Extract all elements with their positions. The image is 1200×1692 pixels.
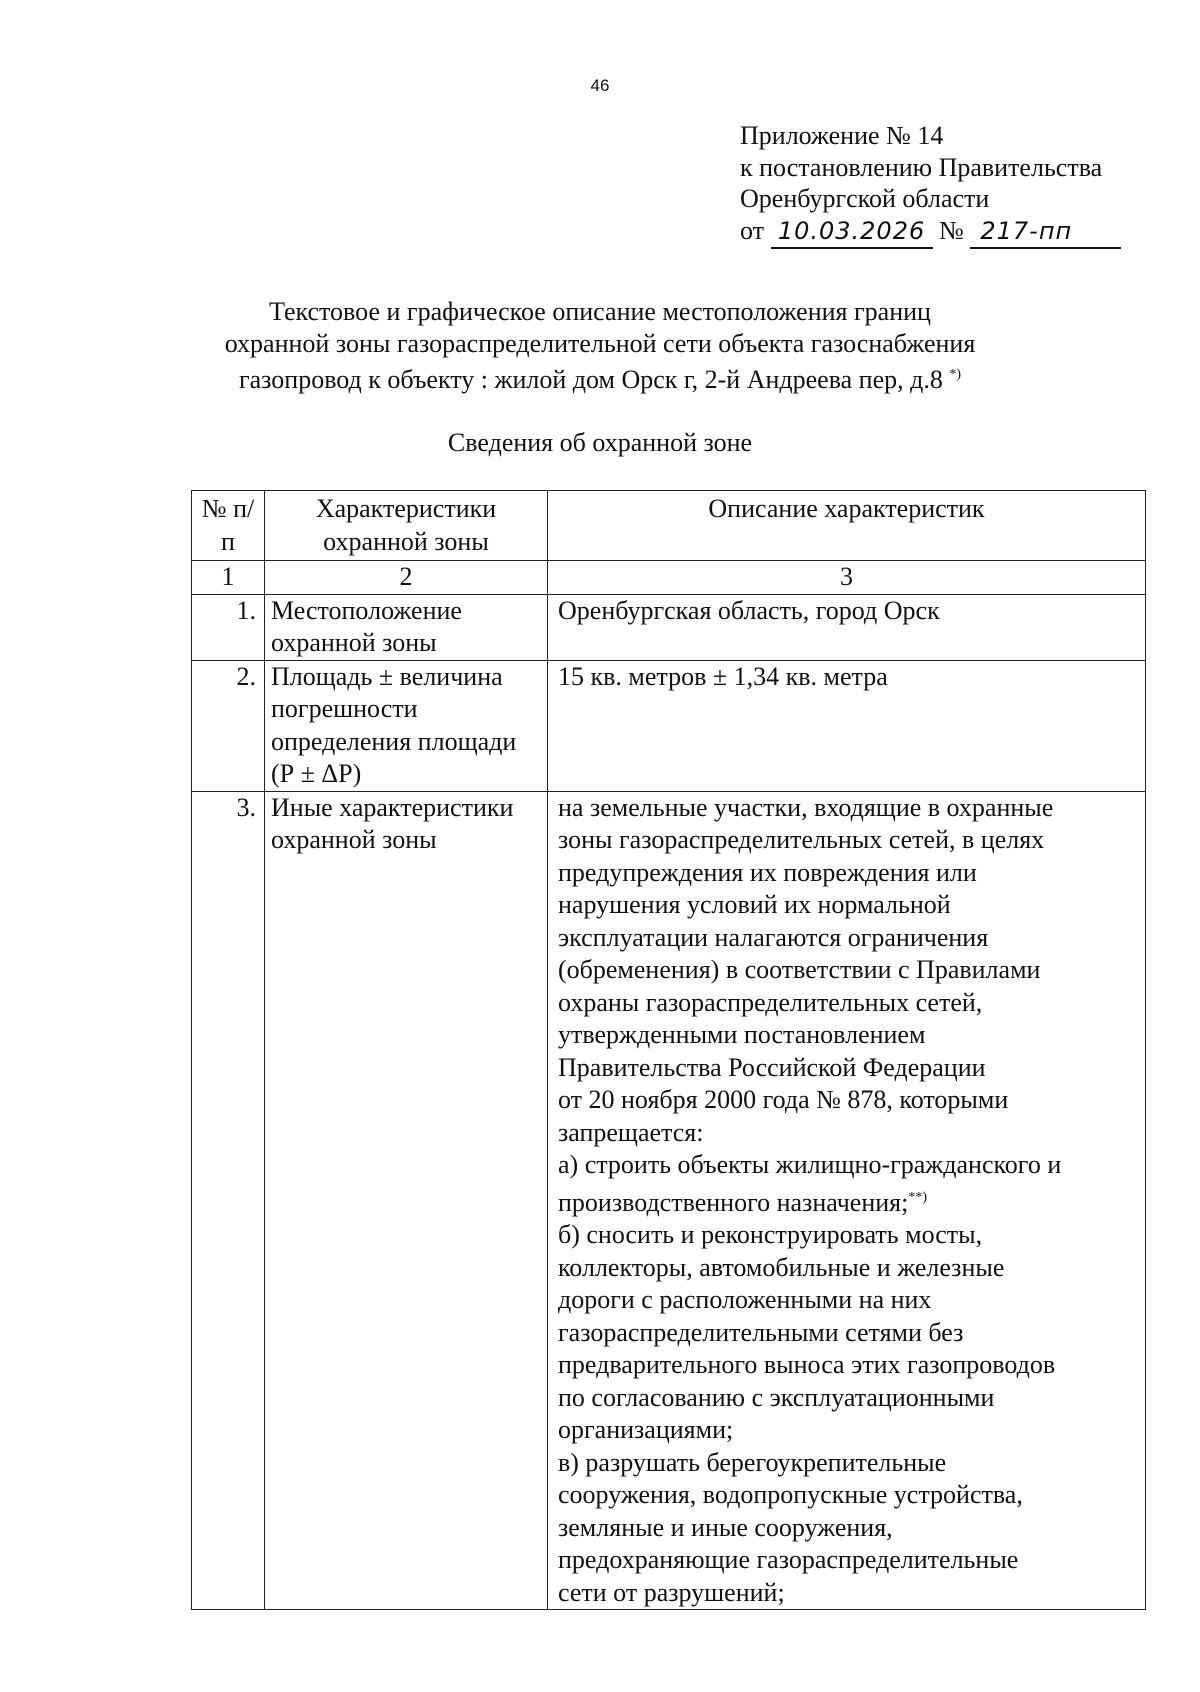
description-line: на земельные участки, входящие в охранные (558, 792, 1054, 822)
appendix-line-3: Оренбургской области (740, 184, 990, 213)
title-footnote-mark: *) (949, 367, 962, 382)
description-line: по согласованию с эксплуатационными (558, 1382, 995, 1412)
description-line: сети от разрушений; (558, 1577, 785, 1607)
appendix-block (740, 120, 1121, 249)
row-number: 1. (192, 594, 265, 660)
description-line: предохраняющие газораспределительные (558, 1545, 1019, 1574)
description-line: сооружения, водопропускные устройства, (558, 1480, 1023, 1509)
row-number: 2. (192, 660, 265, 791)
row-description (548, 791, 1146, 1610)
title-line-2: охранной зоны газораспределительной сети объекта газоснабжения (224, 328, 976, 358)
description-line: а) строить объекты жилищно-гражданского и (558, 1150, 1062, 1179)
table-header-row (192, 491, 1146, 561)
description-line: в) разрушать берегоукрепительные (558, 1447, 947, 1477)
page-number: 46 (590, 76, 610, 95)
description-line: запрещается: (558, 1117, 704, 1147)
title-line-3-text: газопровод к объекту : жилой дом Орск г, 2-й Андреева пер, д.8 (238, 365, 943, 394)
description-line: предварительного выноса этих газопроводов (558, 1350, 1056, 1379)
from-label: от (740, 215, 765, 245)
table-row (192, 791, 1146, 1610)
description-line: эксплуатации налагаются ограничения (558, 922, 989, 952)
appendix-line-4 (740, 215, 1121, 250)
header-cell-num: № п/п (192, 491, 265, 561)
row-characteristic: Площадь ± величина погрешности определения площади (Р ± ΔР) (265, 660, 548, 791)
description-line: организациями; (558, 1415, 734, 1444)
description-line: Правительства Российской Федерации (558, 1052, 986, 1082)
description-line-with-footnote (558, 1182, 1139, 1220)
row-description (548, 594, 1146, 660)
column-number-row (192, 561, 1146, 595)
document-title (0, 296, 1200, 396)
table-row (192, 594, 1146, 660)
handwritten-number: 217-пп (970, 216, 1121, 250)
title-line-3 (0, 359, 1200, 396)
description-line: Оренбургская область, город Орск (558, 595, 940, 625)
row-number: 3. (192, 791, 265, 1610)
description-line: от 20 ноября 2000 года № 878, которыми (558, 1085, 1009, 1114)
description-line: газораспределительными сетями без (558, 1317, 964, 1347)
description-line: б) сносить и реконструировать мосты, (558, 1220, 983, 1249)
description-line: 15 кв. метров ± 1,34 кв. метра (558, 661, 888, 691)
row-characteristic: Местоположение охранной зоны (265, 594, 548, 660)
row-description (548, 660, 1146, 791)
description-line-text: производственного назначения; (558, 1187, 909, 1217)
description-line: земляные и иные сооружения, (558, 1512, 893, 1542)
description-line: утвержденными постановлением (558, 1020, 926, 1049)
header-cell-characteristics: Характеристики охранной зоны (265, 491, 548, 561)
description-line: нарушения условий их нормальной (558, 890, 951, 919)
description-line: зоны газораспределительных сетей, в целях (558, 825, 1045, 854)
column-number-cell: 1 (192, 561, 265, 595)
title-line-1: Текстовое и графическое описание местоположения границ (269, 297, 931, 326)
header-cell-description: Описание характеристик (548, 491, 1146, 561)
footnote-mark: **) (908, 1189, 928, 1205)
description-line: (обременения) в соответствии с Правилами (558, 955, 1041, 984)
row-characteristic: Иные характеристики охранной зоны (265, 791, 548, 1610)
table-row (192, 660, 1146, 791)
zone-info-table (191, 490, 1146, 1610)
column-number-cell: 2 (265, 561, 548, 595)
description-line: предупреждения их повреждения или (558, 857, 977, 887)
description-line: дороги с расположенными на них (558, 1285, 932, 1314)
handwritten-date: 10.03.2026 (771, 216, 933, 250)
number-label: № (939, 215, 964, 245)
appendix-line-2: к постановлению Правительства (740, 152, 1103, 182)
column-number-cell: 3 (548, 561, 1146, 595)
section-subtitle: Сведения об охранной зоне (447, 428, 753, 457)
description-line: охраны газораспределительных сетей, (558, 987, 983, 1017)
description-line: коллекторы, автомобильные и железные (558, 1252, 1005, 1282)
appendix-line-1: Приложение № 14 (740, 121, 944, 150)
